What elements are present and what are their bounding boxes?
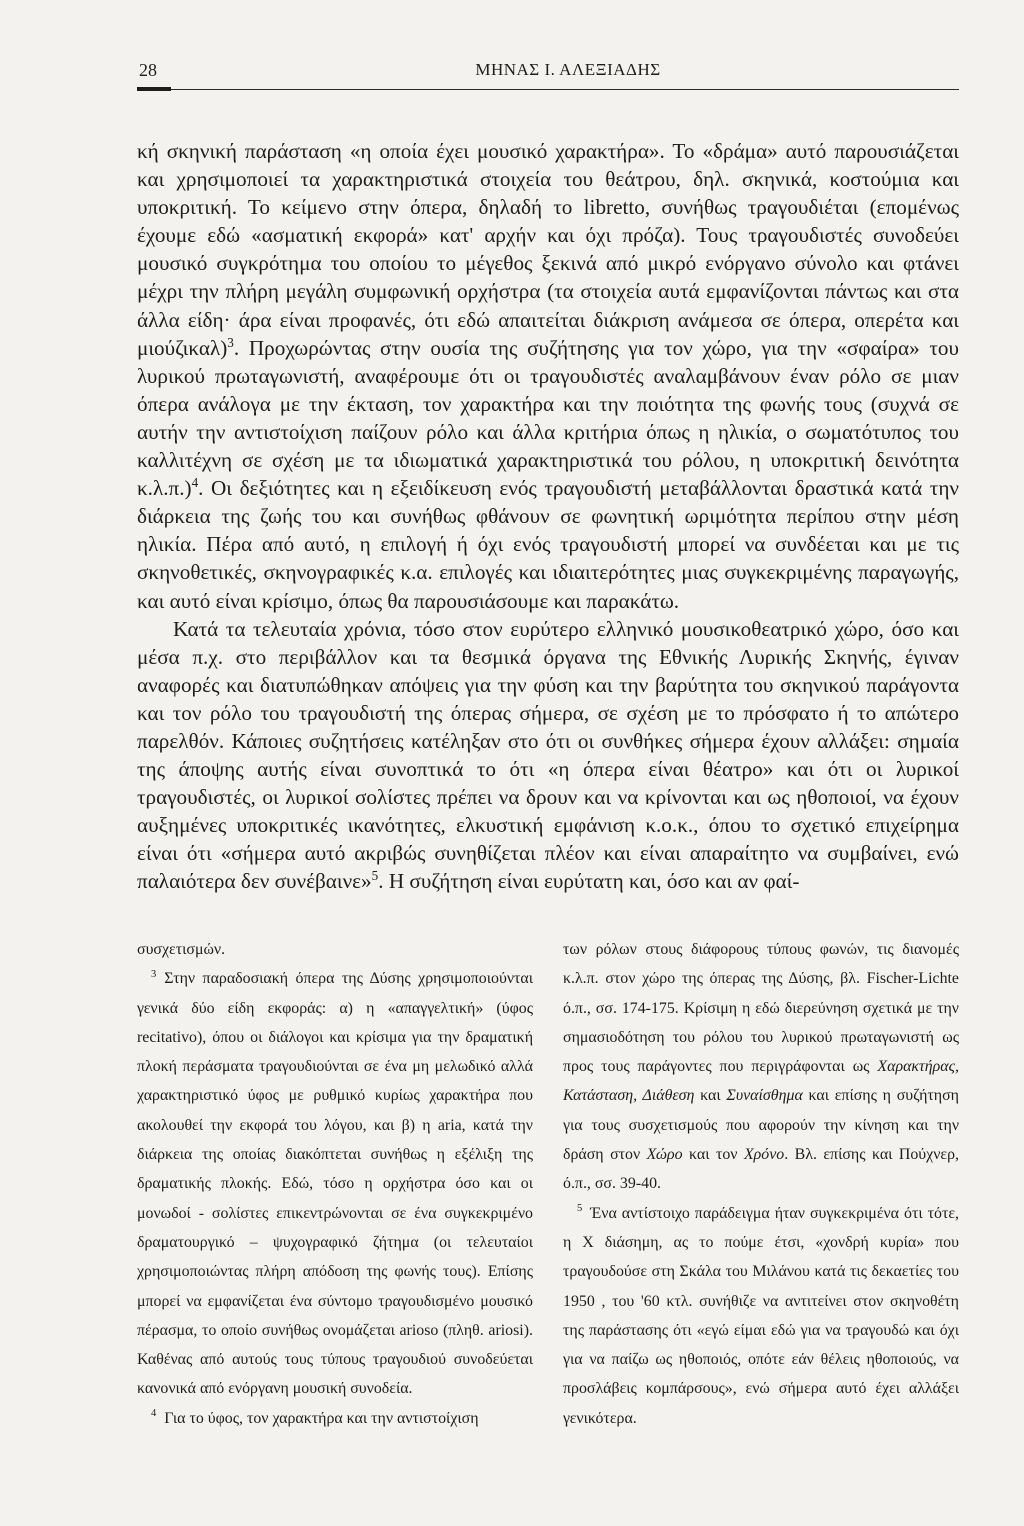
- paragraph-1-part-a: κή σκηνική παράσταση «η οποία έχει μουσικό χαρακτήρα». Το «δράμα» αυτό παρουσιάζεται και χρησιμοποιεί τα χαρακτηριστικά στοιχεία του θεάτρου, δηλ. σκηνικά, κοστούμια και υποκριτική. Το κείμενο στην όπερα, δηλαδή το libretto, συνήθως τραγουδιέται (επομένως έχουμε εδώ «ασματική εκφορά» κατ' αρχήν και όχι πρόζα). Τους τραγουδιστές συνοδεύει μουσικό συγκρότημα του οποίου το μέγεθος ξεκινά από μικρό ενόργανο σύνολο και φτάνει μέχρι την πλήρη μεγάλη συμφωνική ορχήστρα (τα στοιχεία αυτά εμφανίζονται πάντως και στα άλλα είδη· άρα είναι προφανές, ότι εδώ απαιτείται διάκριση ανάμεσα σε όπερα, οπερέτα και μιούζικαλ): [137, 139, 959, 360]
- footnote-4-italic-2: Συναίσθημα: [726, 1087, 803, 1105]
- footnote-5: [563, 1199, 959, 1433]
- footnote-4: [137, 1404, 533, 1433]
- footnote-4-continuation: [563, 935, 959, 1199]
- footnote-4-italic-3: Χώρο: [646, 1146, 683, 1164]
- page-header: [137, 58, 959, 92]
- footnote-5-text: Ένα αντίστοιχο παράδειγμα ήταν συγκεκριμένα ότι τότε, η Χ διάσημη, ας το πούμε έτσι, «χονδρή κυρία» που τραγουδούσε στη Σκάλα του Μιλάνου κατά τις δεκαετίες του 1950 , του '60 κτλ. συνήθιζε να αντιτείνει στον σκηνοθέτη της παράστασης ότι «εγώ είμαι εδώ για να τραγουδώ και όχι για να παίζω ως ηθοποιός, οπότε εάν θέλεις ηθοποιούς, να προσλάβεις κομπάρσους», ενώ σήμερα αυτό έχει αλλάξει γενικότερα.: [563, 1204, 959, 1427]
- footnote-4-cont-a: των ρόλων στους διάφορους τύπους φωνών, τις διανομές κ.λ.π. στον χώρο της όπερας της Δύσης, βλ. Fischer-Lichte ό.π., σσ. 174-175. Κρίσιμη η εδώ διερεύνηση σχετικά με την σημασιοδότηση του ρόλου του λυρικού πρωταγωνιστή ως προς τους παράγοντες που περιγράφονται ως: [563, 941, 959, 1076]
- paragraph-2-part-a: Κατά τα τελευταία χρόνια, τόσο στον ευρύτερο ελληνικό μουσικοθεατρικό χώρο, όσο και μέσα π.χ. στο περιβάλλον και τα θεσμικά όργανα της Εθνικής Λυρικής Σκηνής, έγιναν αναφορές και διατυπώθηκαν απόψεις για την φύση και την βαρύτητα του σκηνικού παράγοντα και τον ρόλο του τραγουδιστή της όπερας σήμερα, σε σχέση με το πρόσφατο ή το απώτερο παρελθόν. Κάποιες συζητήσεις κατέληξαν στο ότι οι συνθήκες σήμερα έχουν αλλάξει: σημαία της άποψης αυτής είναι συνοπτικά το ότι «η όπερα είναι θέατρο» και ότι οι λυρικοί τραγουδιστές, οι λυρικοί σολίστες πρέπει να δρουν και να κρίνονται και ως ηθοποιοί, να έχουν αυξημένες υποκριτικές ικανότητες, ελκυστική εμφάνιση κ.ο.κ., όπου το σχετικό επιχείρημα είναι ότι «σήμερα αυτό ακριβώς συνηθίζεται πλέον και είναι απαραίτητο να συμβαίνει, ενώ παλαιότερα δεν συνέβαινε»: [137, 616, 959, 894]
- paragraph-1-part-c: . Οι δεξιότητες και η εξειδίκευση ενός τραγουδιστή μεταβάλλονται δραστικά κατά την διάρκεια της ζωής του και συνήθως φθάνουν σε φωνητική ωριμότητα περίπου στην μέση ηλικία. Πέρα από αυτό, η επιλογή ή όχι ενός τραγουδιστή μπορεί να συνδέεται και με τις σκηνοθετικές, σκηνογραφικές κ.α. επιλογές και ιδιαιτερότητες μιας συγκεκριμένης παραγωγής, και αυτό είναι κρίσιμο, όπως θα παρουσιάσουμε και παρακάτω.: [137, 476, 959, 613]
- paragraph-1-part-b: . Προχωρώντας στην ουσία της συζήτησης για τον χώρο, για την «σφαίρα» του λυρικού πρωταγωνιστή, αναφέρουμε ότι οι τραγουδιστές αναλαμβάνουν έναν ρόλο σε μιαν όπερα ανάλογα με την έκταση, τον χαρακτήρα και την ποιότητα της φωνής τους (συχνά σε αυτήν την αντιστοίχιση παίζουν ρόλο και άλλα κριτήρια όπως η ηλικία, ο σωματότυπος του καλλιτέχνη σε σχέση με τα ιδιωματικά χαρακτηριστικά του ρόλου, η υποκριτική δεινότητα κ.λ.π.): [137, 335, 959, 501]
- header-rule-accent: [137, 87, 171, 91]
- footnote-ref-5: 5: [371, 868, 379, 884]
- page-number: 28: [139, 60, 157, 80]
- footnote-ref-3: 3: [227, 334, 234, 350]
- footnote-3-number: 3: [151, 969, 157, 980]
- footnote-4-cont-b: και: [694, 1087, 727, 1105]
- footnotes-right-column: [563, 935, 959, 1433]
- footnote-4-text: Για το ύφος, τον χαρακτήρα και την αντιστοίχιση: [164, 1409, 479, 1427]
- footnote-4-number: 4: [151, 1408, 157, 1420]
- footnote-ref-4: 4: [191, 475, 199, 491]
- footnote-5-number: 5: [577, 1203, 583, 1215]
- paragraph-2-part-b: . Η συζήτηση είναι ευρύτατη και, όσο και αν φαί-: [378, 869, 800, 894]
- footnote-4-italic-4: Χρόνο: [743, 1146, 785, 1164]
- running-title: ΜΗΝΑΣ Ι. ΑΛΕΞΙΑΔΗΣ: [475, 60, 661, 79]
- footnote-continuation: συσχετισμών.: [137, 941, 226, 958]
- main-text: [137, 137, 959, 896]
- footnote-3: [137, 964, 533, 1403]
- paragraph-1: [137, 137, 959, 615]
- header-rule: [137, 89, 959, 90]
- footnote-4-cont-e: . Βλ. επίσης και Πούχνερ, ό.π., σσ. 39-40.: [563, 1146, 959, 1193]
- paragraph-2: [137, 615, 959, 896]
- footnote-3-text: Στην παραδοσιακή όπερα της Δύσης χρησιμοποιούνται γενικά δύο είδη εκφοράς: α) η «απαγγελτική» (ύφος recitativo), όπου οι διάλογοι και κρίσιμα για την δραματική πλοκή περάσματα τραγουδιούνται σε ένα μη μελωδικό αλλά χαρακτηριστικό ύφος με ρυθμικό κυρίως χαρακτήρα που ακολουθεί την εκφορά του λόγου, και β) η aria, κατά την διάρκεια της οποίας διακόπτεται συνήθως η εξέλιξη της δραματικής πλοκής. Εδώ, τόσο η ορχήστρα όσο και οι μονωδοί - σολίστες επικεντρώνονται σε ένα συγκεκριμένο δραματουργικό – ψυχογραφικό ζήτημα (οι τελευταίοι χρησιμοποιώντας πλήρη απόδοση της φωνής τους). Επίσης μπορεί να εμφανίζεται ένα σύντομο τραγουδισμένο μουσικό πέρασμα, το οποίο συνήθως ονομάζεται arioso (πληθ. ariosi). Καθένας από αυτούς τους τύπους τραγουδιού συνοδεύεται κανονικά από ενόργανη μουσική συνοδεία.: [137, 970, 533, 1398]
- footnote-4-italic-1: Χαρακτήρας, Κατάσταση, Διάθεση: [563, 1058, 959, 1105]
- footnote-4-cont-d: και τον: [682, 1146, 744, 1164]
- footnotes-left-column: [137, 935, 533, 1433]
- footnote-4-cont-c: και επίσης η συζήτηση για τους συσχετισμούς που αφορούν την κίνηση και την δράση στον: [563, 1087, 959, 1164]
